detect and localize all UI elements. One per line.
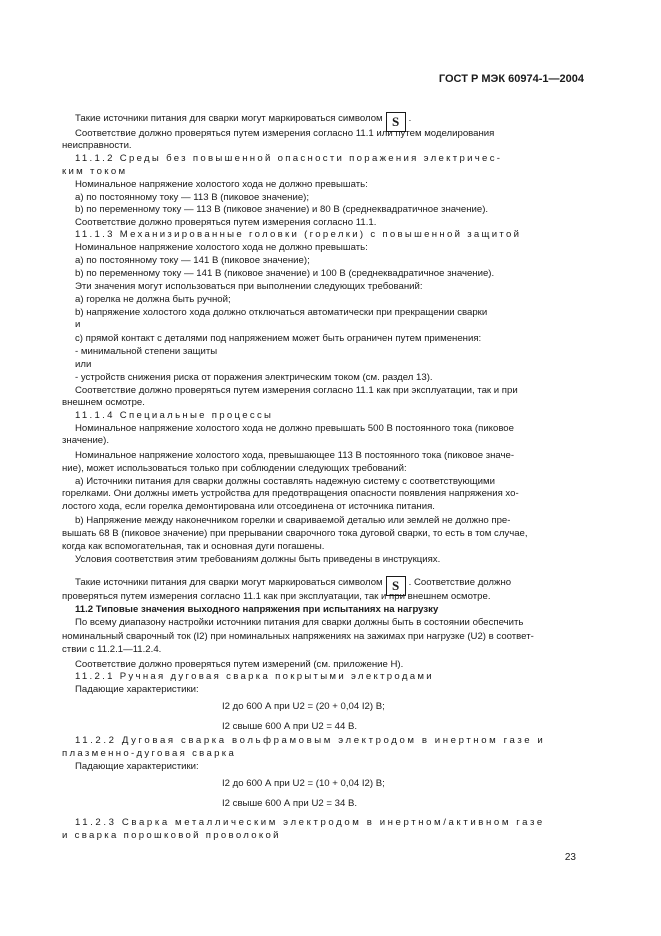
text-line: Падающие характеристики: — [75, 684, 199, 695]
text-line: a) по постоянному току — 113 В (пиковое значение); — [75, 192, 310, 203]
text-line: Такие источники питания для сварки могут маркироваться символом S . Соответствие должно — [0, 576, 661, 596]
text-line: ние), может использоваться только при соблюдении следующих требований: — [62, 463, 407, 474]
text-line: ствии с 11.2.1—11.2.4. — [62, 644, 162, 655]
text-line: - минимальной степени защиты — [75, 346, 218, 357]
text-line: a) по постоянному току — 141 В (пиковое значение); — [75, 255, 310, 266]
section-heading: 11.2.1 Ручная дуговая сварка покрытыми электродами — [75, 671, 434, 682]
text-line: Номинальное напряжение холостого хода не должно превышать: — [75, 242, 368, 253]
text-line: b) напряжение холостого хода должно отключаться автоматически при прекращении сварки — [75, 307, 488, 318]
formula-line: I2 до 600 А при U2 = (20 + 0,04 I2) В; — [222, 701, 385, 712]
formula-line: I2 свыше 600 А при U2 = 44 В. — [222, 721, 358, 732]
text-line: Номинальное напряжение холостого хода не должно превышать: — [75, 179, 368, 190]
section-heading: плазменно-дуговая сварка — [62, 748, 237, 759]
formula-line: I2 свыше 600 А при U2 = 34 В. — [222, 798, 358, 809]
text-line: Эти значения могут использоваться при выполнении следующих требований: — [75, 281, 423, 292]
text-line: внешнем осмотре. — [62, 397, 145, 408]
text-line: Номинальное напряжение холостого хода, превышающее 113 В постоянного тока (пиковое значе- — [75, 450, 515, 461]
text-line: или — [75, 359, 92, 370]
section-heading: 11.1.3 Механизированные головки (горелки) с повышенной защитой — [75, 229, 522, 240]
page-number: 23 — [564, 852, 576, 863]
text-line: Условия соответствия этим требованиям должны быть приведены в инструкциях. — [75, 554, 441, 565]
text-line: b) по переменному току — 113 В (пиковое значение) и 80 В (среднеквадратичное значение). — [75, 204, 489, 215]
text-line: значение). — [62, 435, 110, 446]
formula-line: I2 до 600 А при U2 = (10 + 0,04 I2) В; — [222, 778, 385, 789]
text-line: проверяться путем измерения согласно 11.1 как при эксплуатации, так и при внешнем осмотре. — [62, 591, 491, 602]
section-heading: 11.1.2 Среды без повышенной опасности поражения электричес- — [75, 153, 503, 164]
text-line: когда как вспомогательная, так и основная дуги погашены. — [62, 541, 325, 552]
text-line: По всему диапазону настройки источники питания для сварки должны быть в состоянии обеспечить — [75, 617, 524, 628]
section-heading: 11.1.4 Специальные процессы — [75, 410, 274, 421]
section-heading: и сварка порошковой проволокой — [62, 830, 281, 841]
text-line: b) по переменному току — 141 В (пиковое значение) и 100 В (среднеквадратичное значение). — [75, 268, 495, 279]
text-line: Соответствие должно проверяться путем измерения согласно 11.1. — [75, 217, 377, 228]
text-line: a) горелка не должна быть ручной; — [75, 294, 231, 305]
text-line: номинальный сварочный ток (I2) при номинальных напряжениях на зажимах при нагрузке (U2) в соответ- — [62, 631, 534, 642]
text-line: c) прямой контакт с деталями под напряжением может быть ограничен путем применения: — [75, 333, 482, 344]
section-heading: 11.2 Типовые значения выходного напряжения при испытаниях на нагрузку — [75, 604, 439, 615]
text-line: неисправности. — [62, 140, 132, 151]
text-line: Падающие характеристики: — [75, 761, 199, 772]
document-header: ГОСТ Р МЭК 60974-1—2004 — [438, 73, 584, 85]
s-symbol-icon: S — [386, 576, 406, 596]
text-line: - устройств снижения риска от поражения электрическим током (см. раздел 13). — [75, 372, 433, 383]
section-heading: 11.2.2 Дуговая сварка вольфрамовым электродом в инертном газе и — [75, 735, 546, 746]
text-line: Соответствие должно проверяться путем измерений (см. приложение Н). — [75, 659, 404, 670]
text-line: Номинальное напряжение холостого хода не должно превышать 500 В постоянного тока (пиковое — [75, 423, 514, 434]
text-line: лостого хода, если горелка демонтирована или отсоединена от источника питания. — [62, 501, 435, 512]
text-line: a) Источники питания для сварки должны составлять надежную систему с соответствующими — [75, 476, 495, 487]
text-line: Соответствие должно проверяться путем измерения согласно 11.1 или путем моделирования — [75, 128, 495, 139]
section-heading: ким током — [62, 166, 128, 177]
section-heading: 11.2.3 Сварка металлическим электродом в инертном/активном газе — [75, 817, 545, 828]
text-line: b) Напряжение между наконечником горелки и свариваемой деталью или землей не должно пре- — [75, 515, 511, 526]
text-line: горелками. Они должны иметь устройства для предотвращения опасности появления напряжения хо- — [62, 488, 519, 499]
text-line: Соответствие должно проверяться путем измерения согласно 11.1 как при эксплуатации, так и при — [75, 385, 518, 396]
text-line: и — [75, 319, 81, 330]
s-symbol-icon: S — [386, 112, 406, 132]
text-line: Такие источники питания для сварки могут маркироваться символом S . — [0, 112, 661, 132]
text-line: вышать 68 В (пиковое значение) при прерывании сварочного тока дуговой сварки, то есть в том случае, — [62, 528, 528, 539]
